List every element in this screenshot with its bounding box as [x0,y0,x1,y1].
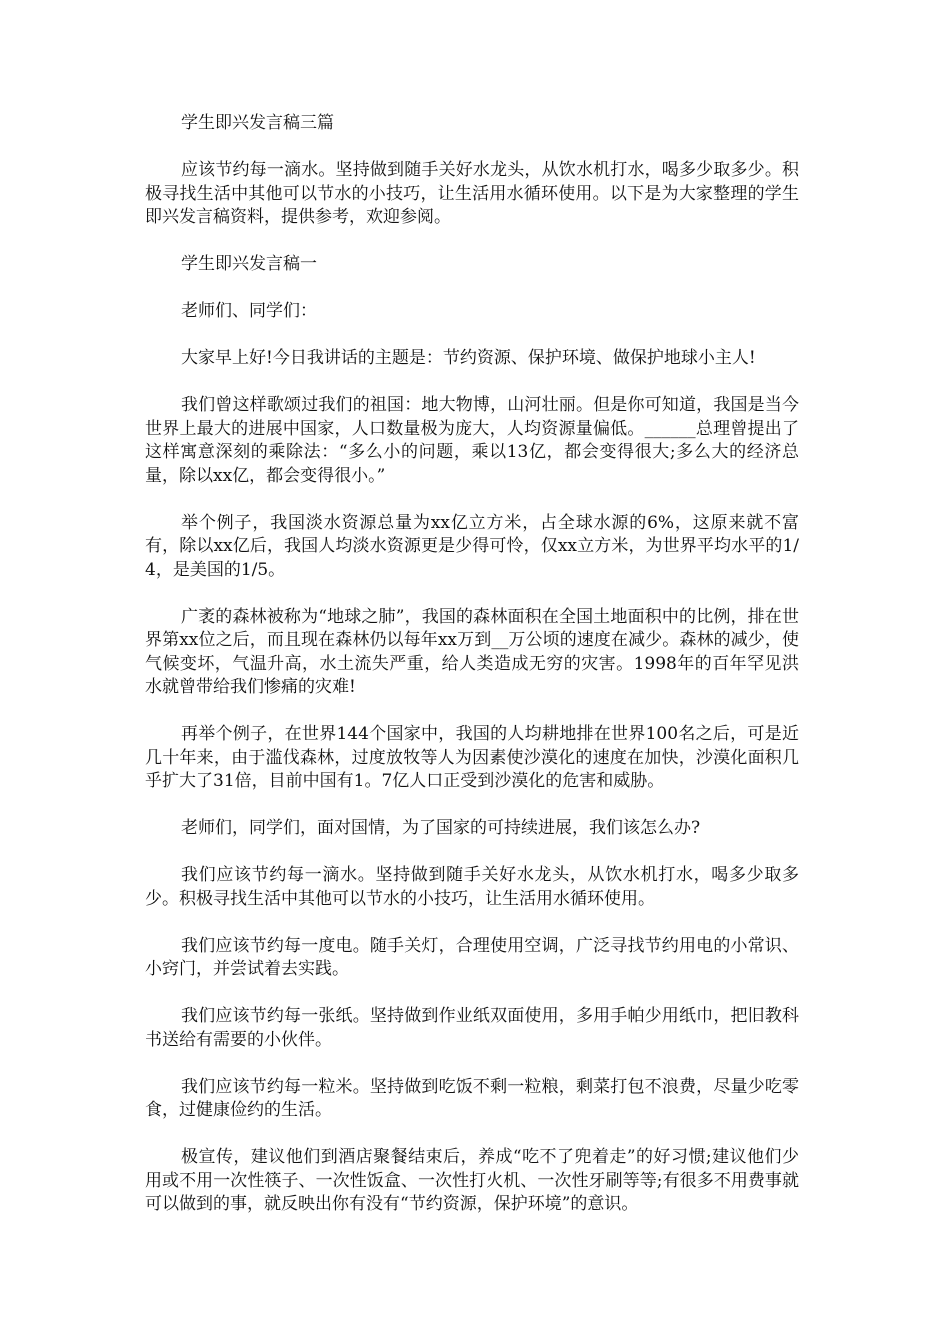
paragraph-save-water: 我们应该节约每一滴水。坚持做到随手关好水龙头，从饮水机打水，喝多少取多少。积极寻找生活中其他可以节水的小技巧，让生活用水循环使用。 [145,865,799,909]
paragraph-save-electricity: 我们应该节约每一度电。随手关灯，合理使用空调，广泛寻找节约用电的小常识、小窍门，并尝试着去实践。 [145,935,799,979]
document-title: 学生即兴发言稿三篇 [181,113,334,133]
paragraph-motherland: 我们曾这样歌颂过我们的祖国：地大物博，山河壮丽。但是你可知道，我国是当今世界上最大的进展中国家，人口数量极为庞大，人均资源量偏低。______总理曾提出了这样寓意深刻的乘除法：“多么小的问题，乘以13亿，都会变得很大;多么大的经济总量，除以xx亿，都会变得很小。” [145,395,799,486]
paragraph-question: 老师们，同学们，面对国情，为了国家的可持续进展，我们该怎么办? [181,818,701,838]
section-heading: 学生即兴发言稿一 [181,254,317,274]
paragraph-forest: 广袤的森林被称为“地球之肺”，我国的森林面积在全国土地面积中的比例，排在世界第xx位之后，而且现在森林仍以每年xx万到__万公顷的速度在减少。森林的减少，使气候变坏，气温升高，水土流失严重，给人类造成无穷的灾害。1998年的百年罕见洪水就曾带给我们惨痛的灾难! [145,606,799,697]
paragraph-save-paper: 我们应该节约每一张纸。坚持做到作业纸双面使用，多用手帕少用纸巾，把旧教科书送给有需要的小伙伴。 [145,1006,799,1050]
paragraph-greeting: 大家早上好!今日我讲话的主题是：节约资源、保护环境、做保护地球小主人! [181,348,756,368]
salutation: 老师们、同学们： [181,301,317,321]
paragraph-advocacy: 极宣传，建议他们到酒店聚餐结束后，养成“吃不了兜着走”的好习惯;建议他们少用或不用一次性筷子、一次性饭盒、一次性打火机、一次性牙刷等等;有很多不用费事就可以做到的事，就反映出你有没有“节约资源，保护环境”的意识。 [145,1147,799,1214]
paragraph-desertification: 再举个例子，在世界144个国家中，我国的人均耕地排在世界100名之后，可是近几十年来，由于滥伐森林，过度放牧等人为因素使沙漠化的速度在加快，沙漠化面积几乎扩大了31倍，目前中国有1。7亿人口正受到沙漠化的危害和威胁。 [145,724,799,791]
paragraph-water-example: 举个例子，我国淡水资源总量为xx亿立方米，占全球水源的6%，这原来就不富有，除以xx亿后，我国人均淡水资源更是少得可怜，仅xx立方米，为世界平均水平的1/4，是美国的1/5。 [145,512,799,580]
paragraph-intro: 应该节约每一滴水。坚持做到随手关好水龙头，从饮水机打水，喝多少取多少。积极寻找生活中其他可以节水的小技巧，让生活用水循环使用。以下是为大家整理的学生即兴发言稿资料，提供参考，欢迎参阅。 [145,160,799,227]
document-body [145,112,799,1240]
paragraph-save-rice: 我们应该节约每一粒米。坚持做到吃饭不剩一粒粮，剩菜打包不浪费，尽量少吃零食，过健康俭约的生活。 [145,1076,799,1120]
